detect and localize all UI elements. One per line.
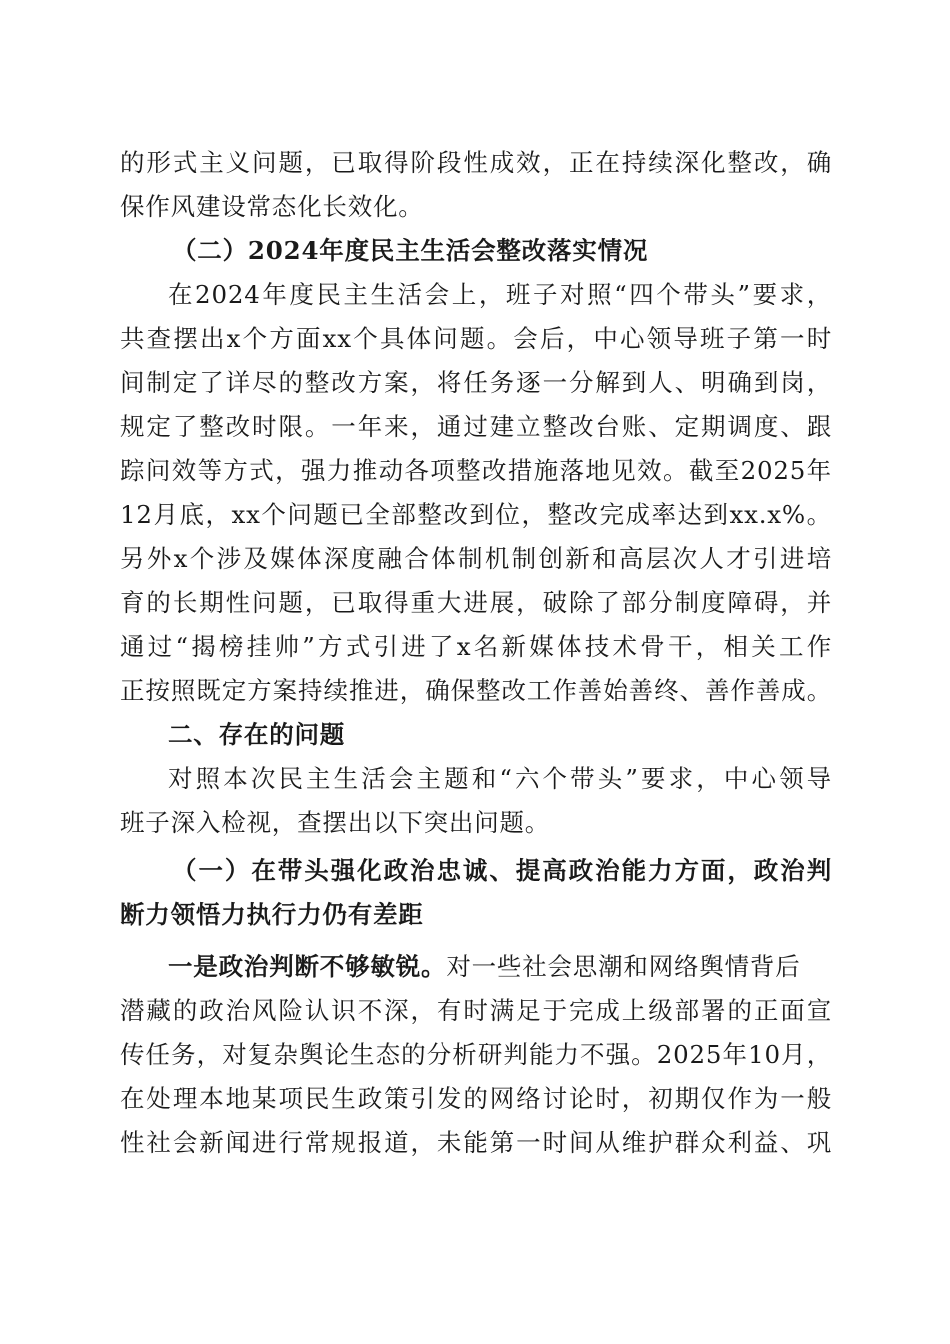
paragraph-line: 在2024年度民主生活会上，班子对照“四个带头”要求， bbox=[168, 280, 832, 309]
paragraph-line: 潜藏的政治风险认识不深，有时满足于完成上级部署的正面宣 bbox=[120, 996, 832, 1025]
paragraph-line: 班子深入检视，查摆出以下突出问题。 bbox=[120, 808, 551, 837]
paragraph-text: 对一些社会思潮和网络舆情背后 bbox=[446, 952, 801, 981]
paragraph-line: 规定了整改时限。一年来，通过建立整改台账、定期调度、跟 bbox=[120, 412, 832, 441]
paragraph-line: 的形式主义问题，已取得阶段性成效，正在持续深化整改，确 bbox=[120, 148, 832, 177]
paragraph-line: 对照本次民主生活会主题和“六个带头”要求，中心领导 bbox=[168, 764, 832, 793]
paragraph-line: 性社会新闻进行常规报道，未能第一时间从维护群众利益、巩 bbox=[120, 1128, 832, 1157]
paragraph-line: 正按照既定方案持续推进，确保整改工作善始善终、善作善成。 bbox=[120, 676, 832, 705]
paragraph-line: 保作风建设常态化长效化。 bbox=[120, 192, 424, 221]
lead-in-phrase: 一是政治判断不够敏锐。 bbox=[168, 952, 447, 981]
paragraph-line: 共查摆出x个方面xx个具体问题。会后，中心领导班子第一时 bbox=[120, 324, 832, 353]
section-heading-existing-problems: 二、存在的问题 bbox=[168, 720, 346, 749]
paragraph-line: 另外x个涉及媒体深度融合体制机制创新和高层次人才引进培 bbox=[120, 544, 832, 573]
paragraph-line: 间制定了详尽的整改方案，将任务逐一分解到人、明确到岗， bbox=[120, 368, 832, 397]
paragraph-line: 踪问效等方式，强力推动各项整改措施落地见效。截至2025年 bbox=[120, 456, 832, 485]
paragraph-line: 在处理本地某项民生政策引发的网络讨论时，初期仅作为一般 bbox=[120, 1084, 832, 1113]
paragraph-line: 12月底，xx个问题已全部整改到位，整改完成率达到xx.x%。 bbox=[120, 500, 832, 529]
subsection-heading-political-loyalty-cont: 断力领悟力执行力仍有差距 bbox=[120, 900, 424, 929]
paragraph-line-with-lead bbox=[168, 945, 832, 989]
paragraph-line: 通过“揭榜挂帅”方式引进了x名新媒体技术骨干，相关工作 bbox=[120, 632, 832, 661]
subsection-heading-political-loyalty: （一）在带头强化政治忠诚、提高政治能力方面，政治判 bbox=[172, 856, 832, 885]
paragraph-line: 传任务，对复杂舆论生态的分析研判能力不强。2025年10月， bbox=[120, 1040, 832, 1069]
section-heading-2024-rectification: （二）2024年度民主生活会整改落实情况 bbox=[172, 236, 649, 265]
paragraph-line: 育的长期性问题，已取得重大进展，破除了部分制度障碍，并 bbox=[120, 588, 832, 617]
